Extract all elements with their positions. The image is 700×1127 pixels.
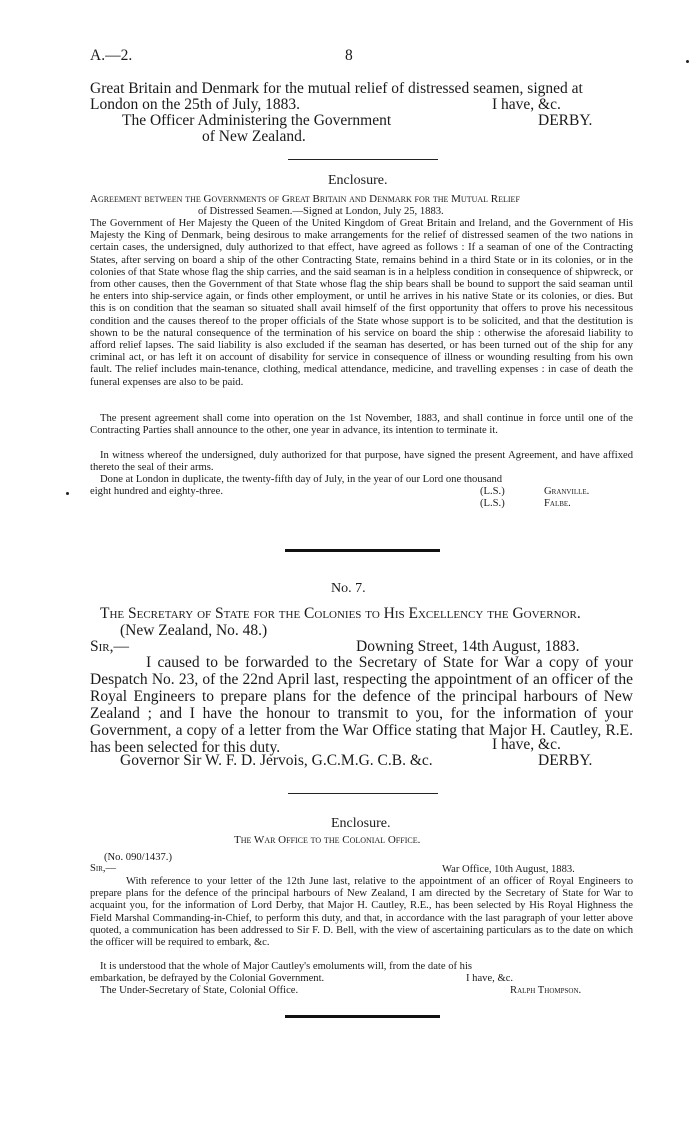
enclosure-heading: Enclosure. xyxy=(331,816,391,831)
addressee-line-2: of New Zealand. xyxy=(202,128,306,145)
agreement-title-line-1: Agreement between the Governments of Great Britain and Denmark for the Mutual Relief xyxy=(90,193,520,205)
closing-have: I have, &c. xyxy=(492,736,561,753)
margin-mark xyxy=(686,60,689,63)
governor-addressee: Governor Sir W. F. D. Jervois, G.C.M.G. C.B. &c. xyxy=(120,752,433,769)
signature-thompson: Ralph Thompson. xyxy=(510,985,582,996)
signer-name: DERBY. xyxy=(538,752,593,769)
agreement-paragraph-1: The Government of Her Majesty the Queen of the United Kingdom of Great Britain and Ireland, and the Government of His Majesty the King of Denmark, being desirous to make arrangements for the relief of distressed seamen of the two nations in certain cases, the undersigned, duly authorized to that effect, have agreed as follows : If a seaman of one of the Contracting States, after serving on board a ship of the other Contracting State, remains behind in a third State or in its colonies, or in the colonies of that State whose flag the ship carries, and the said seaman is in a helpless condition in consequence of shipwreck, or from other causes, then the Government of that State whose flag the ship bears shall be bound to support the said seaman until he enters into ship-service again, or finds other employment, or until he arrives in his native State or its colonies, or dies. But this is on condition that the seaman so situated shall avail himself of the first opportunity that offers to prove his necessitous condition and the causes thereof to the proper officials of the State whose support is to be solicited, and that the destitution is shown to be the natural consequence of the termination of his service on board the ship : otherwise the aforesaid liability to afford relief lapses. The said liability is also excluded if the seaman has deserted, or has been turned out of the ship for any criminal act, or has left it on account of disability for service in consequence of illness or wounding resulting from his own fault. The relief includes main-tenance, clothing, medical attendance, medicine, and travelling expenses : in case of death the funeral expenses are also to be paid. xyxy=(90,218,633,388)
despatch-body: I caused to be forwarded to the Secretary of State for War a copy of your Despatch No. 23, of the 22nd April last, respecting the appointment of an officer of the Royal Engineers to prepare plans for the defence of the principal harbours of New Zealand ; and I have the honour to transmit to you, for the information of your Government, a copy of a letter from the War Office stating that Major H. Cautley, R.E. has been selected for this duty. xyxy=(90,654,633,756)
enclosure-heading: Enclosure. xyxy=(328,173,388,188)
letter-paragraph-2-line-2: embarkation, be defrayed by the Colonial Government. xyxy=(90,973,325,984)
divider-rule xyxy=(288,793,438,794)
continuation-line-2: London on the 25th of July, 1883. xyxy=(90,96,300,113)
place-and-date: Downing Street, 14th August, 1883. xyxy=(356,638,580,655)
signature-granville: Granville. xyxy=(544,486,590,497)
addressee-line-1: The Officer Administering the Government xyxy=(122,112,392,129)
closing-have: I have, &c. xyxy=(466,973,514,984)
salutation: Sir,— xyxy=(90,863,117,874)
letter-addressee: The Under-Secretary of State, Colonial Office. xyxy=(100,985,299,996)
continuation-line-1: Great Britain and Denmark for the mutual relief of distressed seamen, signed at xyxy=(90,80,583,97)
page-number: 8 xyxy=(345,47,353,64)
agreement-paragraph-2: The present agreement shall come into operation on the 1st November, 1883, and shall continue in force until one of the Contracting Parties shall announce to the other, one year in advance, its intention to terminate it. xyxy=(90,413,633,437)
agreement-title-line-2: of Distressed Seamen.—Signed at London, July 25, 1883. xyxy=(198,206,444,217)
despatch-number: No. 7. xyxy=(331,581,366,596)
section-divider xyxy=(285,1015,440,1018)
despatch-title: The Secretary of State for the Colonies to His Excellency the Governor. xyxy=(100,605,581,622)
section-reference: A.—2. xyxy=(90,47,133,64)
signer-name: DERBY. xyxy=(538,112,593,129)
margin-mark xyxy=(66,492,69,495)
section-divider xyxy=(285,549,440,552)
agreement-paragraph-4-line-2: eight hundred and eighty-three. xyxy=(90,486,223,497)
agreement-paragraph-3: In witness whereof the undersigned, duly authorized for that purpose, have signed the present Agreement, and have affixed thereto the seal of their arms. xyxy=(90,450,633,474)
salutation: Sir,— xyxy=(90,638,129,655)
closing-have: I have, &c. xyxy=(492,96,561,113)
letter-paragraph-2-line-1: It is understood that the whole of Major Cautley's emoluments will, from the date of his xyxy=(100,961,473,972)
seal-mark-1: (L.S.) xyxy=(480,486,505,497)
agreement-paragraph-4-line-1: Done at London in duplicate, the twenty-fifth day of July, in the year of our Lord one thousand xyxy=(100,474,503,485)
divider-rule xyxy=(288,159,438,160)
letter-paragraph-1: With reference to your letter of the 12th June last, relative to the appointment of an officer of Royal Engineers to prepare plans for the defence of the principal harbours of New Zealand, I am directed by the Secretary of State for War to acquaint you, for the information of Lord Derby, that Major H. Cautley, R.E., has been selected by His Royal Highness the Field Marshal Commanding-in-Chief, to perform this duty, and that, in accordance with the last paragraph of your letter above quoted, a communication has been addressed to Sir F. D. Bell, with the view of ascertaining particulars as to the date on which the officer will be required to embark, &c. xyxy=(90,876,633,949)
seal-mark-2: (L.S.) xyxy=(480,498,505,509)
letter-title: The War Office to the Colonial Office. xyxy=(234,834,421,846)
place-and-date: War Office, 10th August, 1883. xyxy=(442,864,575,875)
despatch-reference: (New Zealand, No. 48.) xyxy=(120,622,268,639)
letter-reference: (No. 090/1437.) xyxy=(104,852,172,863)
signature-falbe: Falbe. xyxy=(544,498,571,509)
